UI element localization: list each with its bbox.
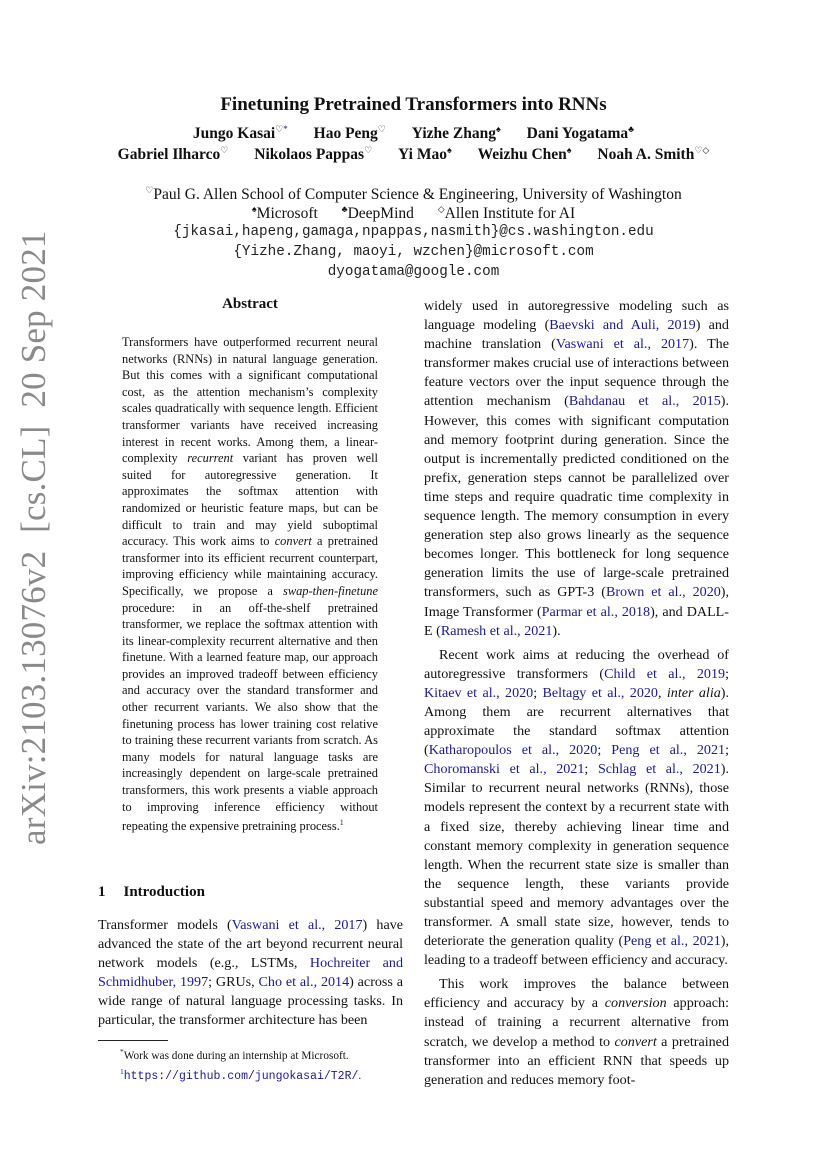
paper-title: Finetuning Pretrained Transformers into RNNs — [220, 94, 607, 115]
citation-link[interactable]: Hochreiter and Schmidhuber, 1997 — [98, 955, 403, 991]
affiliation-deepmind: ♣DeepMind — [341, 204, 414, 223]
affiliation-ai2: ◇Allen Institute for AI — [437, 204, 576, 223]
author: Yizhe Zhang♠ — [411, 124, 501, 143]
author: Noah A. Smith♡◇ — [597, 145, 710, 164]
author: Hao Peng♡ — [313, 124, 386, 143]
citation-link[interactable]: Vaswani et al., 2017 — [231, 917, 363, 933]
author: Nikolaos Pappas♡ — [254, 145, 373, 164]
citation-link[interactable]: Kitaev et al., 2020 — [424, 684, 534, 701]
affiliation-uw: ♡Paul G. Allen School of Computer Science & Engineering, University of Washington — [145, 185, 682, 204]
intro-paragraph-continued: widely used in autoregressive modeling such as language modeling (Baevski and Auli, 2019) and machine translation (Vaswani et al., 2017). The transformer makes crucial use of interactions between feature vectors over the input sequence through the attention mechanism (Bahdanau et al., 2015). However, this comes with significant computation and memory footprint during generation. Since the output is incrementally predicted conditioned on the prefix, generation steps cannot be parallelized over time steps and require quadratic time complexity in sequence length. The memory consumption in every generation step also grows linearly as the sequence becomes longer. This bottleneck for long sequence generation limits the use of large-scale pretrained transformers, such as GPT-3 (Brown et al., 2020), Image Transformer (Parmar et al., 2018), and DALL-E (Ramesh et al., 2021). — [424, 298, 730, 639]
citation-link[interactable]: Peng et al., 2021 — [623, 933, 721, 950]
author-row-2 — [0, 145, 827, 164]
citation-link[interactable]: Brown et al., 2020 — [605, 584, 721, 601]
right-column-text — [424, 297, 729, 1090]
citation-link[interactable]: Beltagy et al., 2020 — [542, 684, 658, 701]
footnote-star: *Work was done during an internship at Microsoft. — [120, 1047, 349, 1062]
citation-link[interactable]: Choromanski et al., 2021 — [424, 761, 585, 778]
recent-work-paragraph: Recent work aims at reducing the overhead of autoregressive transformers (Child et al., 2019; Kitaev et al., 2020; Beltagy et al., 2020, inter alia). Among them are recurrent alternatives that approximate the standard softmax attention (Katharopoulos et al., 2020; Peng et al., 2021; Choromanski et al., 2021; Schlag et al., 2021). Similar to recurrent neural networks (RNNs), those models represent the context by a recurrent state with a fixed size, thereby achieving linear time and constant memory complexity in generation sequence length. When the recurrent state size is smaller than the sequence length, these variants provide substantial speed and memory advantages over the transformer. A small state size, however, tends to deteriorate the generation quality (Peng et al., 2021), leading to a tradeoff between efficiency and accuracy. — [424, 646, 729, 969]
citation-link[interactable]: Parmar et al., 2018 — [541, 603, 651, 620]
footnote-1: $^1$https://github.com/jungokasai/T2R/. — [120, 1066, 362, 1083]
citation-link[interactable]: Bahdanau et al., 2015 — [568, 393, 721, 410]
affiliation-line-2 — [0, 204, 827, 223]
citation-link[interactable]: Katharopoulos et al., 2020 — [428, 742, 598, 759]
email-google: dyogatama@google.com — [327, 264, 500, 280]
github-link[interactable]: https://github.com/jungokasai/T2R/ — [123, 1069, 359, 1083]
citation-link[interactable]: Ramesh et al., 2021 — [440, 622, 553, 639]
author: Jungo Kasai♡* — [192, 124, 288, 143]
footnote-ref-1[interactable]: 1 — [339, 818, 344, 828]
citation-link[interactable]: Peng et al., 2021 — [611, 742, 726, 759]
left-column-text — [98, 916, 403, 1031]
citation-link[interactable]: Schlag et al., 2021 — [597, 761, 721, 778]
intro-paragraph: Transformer models (Vaswani et al., 2017) have advanced the state of the art beyond recurrent neural network models (e.g., LSTMs, Hochreiter and Schmidhuber, 1997; GRUs, Cho et al., 2014) across a wide range of natural language processing tasks. In particular, the transformer architecture has been — [98, 917, 403, 1029]
citation-link[interactable]: Child et al., 2019 — [604, 665, 726, 682]
author: Gabriel Ilharco♡ — [117, 145, 229, 164]
arxiv-stamp: arXiv:2103.13076v2 [cs.CL] 20 Sep 2021 — [14, 230, 53, 845]
author: Yi Mao♠ — [398, 145, 452, 164]
author-row-1 — [0, 124, 827, 143]
affiliation-microsoft: ♠Microsoft — [251, 204, 318, 223]
citation-link[interactable]: Vaswani et al., 2017 — [555, 336, 690, 353]
this-work-paragraph: This work improves the balance between efficiency and accuracy by a conversion approach: instead of training a recurrent alternative from scratch, we develop a method to convert a pretrained transformer into an efficient RNN that speeds up generation and reduces memory foot- — [424, 976, 729, 1088]
abstract-body: Transformers have outperformed recurrent neural networks (RNNs) in natural language generation. But this comes with a significant computational cost, as the attention mechanism’s complexity scales quadratically with sequence length. Efficient transformer variants have received increasing interest in recent works. Among them, a linear-complexity recurrent variant has proven well suited for autoregressive generation. It approximates the softmax attention with randomized or heuristic feature maps, but can be difficult to train and may yield suboptimal accuracy. This work aims to convert a pretrained transformer into its efficient recurrent counterpart, improving efficiency while maintaining accuracy. Specifically, we propose a swap-then-finetune procedure: in an off-the-shelf pretrained transformer, we replace the softmax attention with its linear-complexity recurrent alternative and then finetune. With a learned feature map, our approach provides an improved tradeoff between efficiency and accuracy over the standard transformer and other recurrent variants. We also show that the finetuning process has lower training cost relative to training these recurrent variants from scratch. As many models for natural language tasks are increasingly dependent on large-scale pretrained transformers, this work presents a viable approach to improving inference efficiency without repeating the expensive pretraining process.$^1$ — [122, 335, 378, 834]
footnote-divider — [98, 1040, 168, 1041]
email-uw: {jkasai,hapeng,gamaga,npappas,nasmith}@cs.washington.edu — [173, 224, 654, 240]
author: Weizhu Chen♠ — [477, 145, 572, 164]
citation-link[interactable]: Cho et al., 2014 — [258, 974, 350, 991]
author: Dani Yogatama♣ — [526, 124, 635, 143]
abstract-heading: Abstract — [222, 296, 278, 312]
citation-link[interactable]: Baevski and Auli, 2019 — [549, 317, 696, 334]
email-microsoft: {Yizhe.Zhang, maoyi, wzchen}@microsoft.com — [233, 244, 594, 260]
footnotes — [98, 1044, 403, 1084]
section-heading-introduction: 1 Introduction — [98, 884, 205, 900]
